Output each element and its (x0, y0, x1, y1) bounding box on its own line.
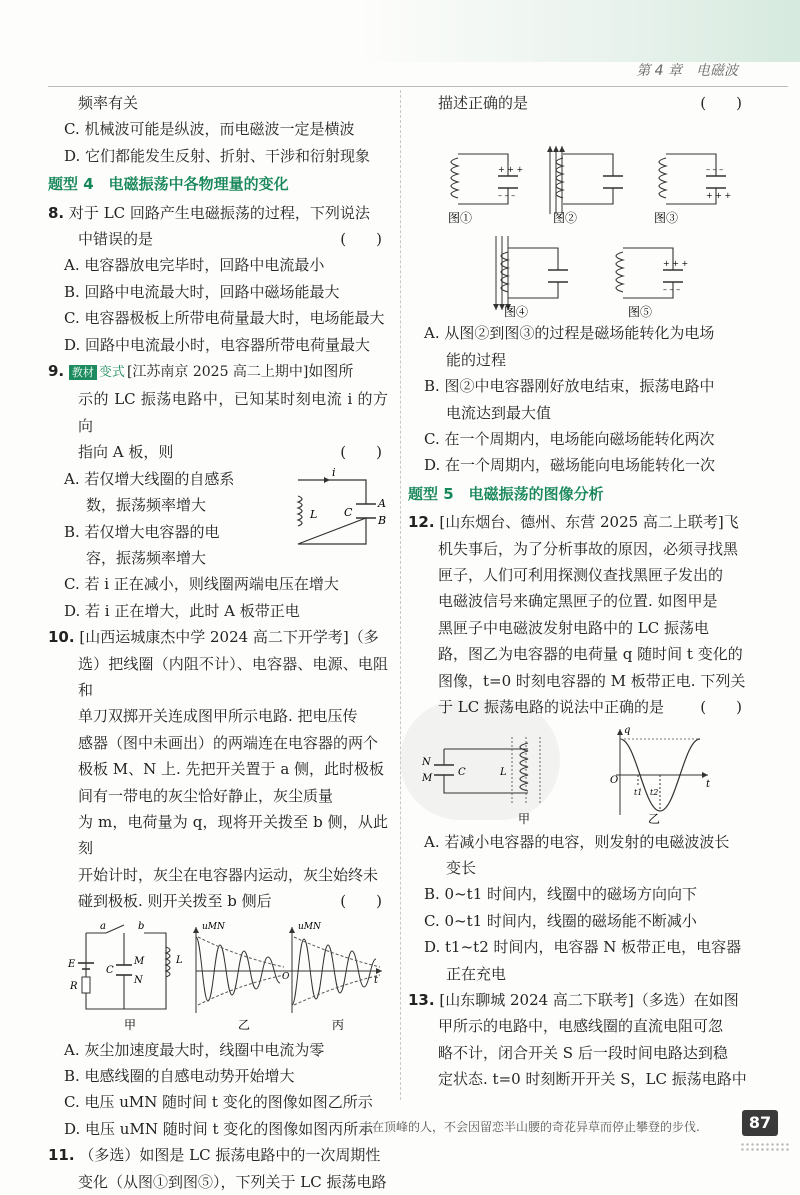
q11-fig-2 (547, 146, 623, 225)
q8-answer-paren: ( ) (340, 230, 382, 249)
q11-fig-1-label: 图① (448, 211, 473, 226)
svg-text:+ + +: + + + (663, 259, 689, 269)
q12-fig-label-q: q (624, 724, 631, 736)
q12-caption-jia: 甲 (518, 811, 531, 826)
header-band (0, 0, 800, 62)
q11-fig-5-label: 图⑤ (628, 305, 653, 319)
q11-fig-1 (448, 154, 523, 225)
q11-line-1: （多选）如图是 LC 振荡电路中的一次周期性 (79, 1146, 381, 1165)
q10-stem (48, 624, 388, 650)
q12-line-3: 匣子，人们可利用探测仪查找黑匣子发出的 (438, 566, 724, 585)
q12-fig-label-l: L (500, 766, 507, 778)
q11-option-b-1: B. 图②中电容器刚好放电结束，振荡电路中 (424, 377, 715, 396)
q8-stem-line1: 对于 LC 回路产生电磁振荡的过程，下列说法 (68, 203, 370, 222)
q9-source: [江苏南京 2025 高二上期中] (126, 364, 309, 381)
q11-figures (408, 118, 748, 318)
q11-stem (48, 1142, 388, 1168)
q10-fig-label-e: E (68, 958, 76, 970)
svg-text:– – –: – – – (706, 165, 724, 175)
q10-line-5: 极板 M、N 上. 先把开关置于 a 侧，此时极板 (78, 760, 385, 779)
q12-fig-label-t1: t1 (634, 787, 643, 797)
q11-number: 11. (48, 1146, 75, 1165)
q7-cont-line: 频率有关 (78, 94, 139, 112)
q9-fig-label-c: C (344, 505, 353, 519)
q12-last-line: 于 LC 振荡电路的说法中正确的是 (438, 698, 664, 717)
textbook-tag: 教材 (69, 365, 97, 380)
q9-fig-label-b: B (378, 513, 387, 527)
q10-figures (48, 917, 388, 1035)
q12-option-d-1: D. t1~t2 时间内，电容器 N 板带正电，电容器 (424, 938, 742, 957)
q12-option-d-2: 正在充电 (446, 964, 507, 983)
q10-line-6: 间有一带电的灰尘恰好静止，灰尘质量 (78, 786, 334, 805)
q10-fig-jia (67, 921, 183, 1032)
q10-line-3: 单刀双掷开关连成图甲所示电路. 把电压传 (78, 707, 358, 726)
q12-fig-jia (421, 737, 540, 826)
q10-caption-bing: 丙 (332, 1017, 345, 1032)
q10-caption-yi: 乙 (238, 1017, 251, 1032)
q10-line-1: [山西运城康杰中学 2024 高二下开学考]（多 (79, 628, 379, 647)
right-column (408, 90, 748, 1093)
q12-option-a-2: 变长 (446, 858, 477, 877)
q13-line-3: 略不计，闭合开关 S 后一段时间电路达到稳 (438, 1043, 728, 1062)
q9-stem-line3-row (48, 439, 388, 465)
q10-last-line: 碰到极板. 则开关拨至 b 侧后 (78, 892, 272, 911)
q9-circuit-figure (270, 466, 388, 558)
q8-option-d: D. 回路中电流最小时，电容器所带电荷量最大 (64, 335, 371, 354)
q10-fig-yi (193, 922, 288, 1032)
q9-number: 9. (48, 362, 65, 381)
q12-fig-label-n: N (422, 756, 431, 768)
q8-stem-line2: 中错误的是 (78, 230, 154, 249)
q12-option-b: B. 0~t1 时间内，线圈中的磁场方向向下 (424, 885, 698, 904)
q11-fig-2-label: 图② (553, 211, 578, 226)
q10-fig-label-m: M (134, 955, 145, 967)
q12-fig-label-t: t (706, 778, 711, 790)
q8-option-a: A. 电容器放电完毕时，回路中电流最小 (64, 256, 325, 275)
q12-fig-label-o: O (610, 774, 619, 786)
q11-answer-paren: ( ) (700, 94, 742, 112)
q9-option-a-1: A. 若仅增大线圈的自感系 (64, 469, 235, 488)
section-heading-type5: 题型 5 电磁振荡的图像分析 (408, 484, 604, 503)
q10-last-row (48, 888, 388, 914)
svg-text:– – –: – – – (663, 285, 681, 295)
q10-fig-label-c: C (106, 964, 114, 976)
q10-option-d: D. 电压 uMN 随时间 t 变化的图像如图丙所示 (64, 1119, 374, 1138)
q8-option-b: B. 回路中电流最大时，回路中磁场能最大 (64, 282, 340, 301)
q10-yi-axis-label: uMN (202, 921, 225, 932)
q9-fig-label-a: A (378, 496, 386, 510)
q11-option-d: D. 在一个周期内，磁场能向电场能转化一次 (424, 456, 716, 475)
q12-line-6: 路，图乙为电容器的电荷量 q 随时间 t 变化的 (438, 645, 743, 664)
q10-option-c: C. 电压 uMN 随时间 t 变化的图像如图乙所示 (64, 1093, 373, 1112)
q11-fig-3 (654, 154, 731, 225)
q7-option-c: C. 机械波可能是纵波，而电磁波一定是横波 (64, 120, 355, 139)
q9-answer-paren: ( ) (340, 443, 382, 462)
q10-t-axis-label: t (374, 974, 379, 986)
q8-stem (48, 200, 388, 226)
q9-stem-line1: 如图所 (308, 362, 354, 381)
q9-stem-line2: 示的 LC 振荡电路中，已知某时刻电流 i 的方向 (78, 390, 388, 435)
q10-origin-label: O (282, 971, 290, 982)
q10-bing-axis-label: uMN (298, 921, 321, 932)
q11-cont-line: 描述正确的是 (438, 94, 529, 112)
footer-motto: 志在顶峰的人，不会因留恋半山腰的奇花异草而停止攀登的步伐. (360, 1120, 700, 1134)
q11-option-a-2: 能的过程 (446, 350, 507, 369)
q11-option-b-2: 电流达到最大值 (446, 403, 552, 422)
q9-option-d: D. 若 i 正在增大，此时 A 板带正电 (64, 601, 300, 620)
q10-fig-label-r: R (70, 980, 78, 992)
q12-stem (408, 509, 748, 535)
q12-line-7: 图像，t=0 时刻电容器的 M 板带正电. 下列关 (438, 671, 746, 690)
q12-figures (408, 723, 748, 827)
q10-answer-paren: ( ) (340, 892, 382, 911)
q8-stem-line2-row (48, 226, 388, 252)
svg-text:+ + +: + + + (706, 191, 732, 201)
q12-fig-label-c: C (458, 766, 466, 778)
q9-option-b-2: 容，振荡频率增大 (86, 548, 207, 567)
q11-line-2: 变化（从图①到图⑤），下列关于 LC 振荡电路 (78, 1172, 387, 1191)
q12-line-4: 电磁波信号来确定黑匣子的位置. 如图甲是 (438, 592, 718, 611)
q12-option-c: C. 0~t1 时间内，线圈的磁场能不断减小 (424, 911, 697, 930)
q11-fig-5 (616, 248, 688, 318)
q10-fig-label-n: N (134, 974, 143, 986)
q10-option-a: A. 灰尘加速度最大时，线圈中电流为零 (64, 1040, 325, 1059)
q10-line-4: 感器（图中未画出）的两端连在电容器的两个 (78, 733, 379, 752)
q11-fig-3-label: 图③ (654, 211, 679, 226)
q10-line-7: 为 m，电荷量为 q，现将开关拨至 b 侧，从此刻 (78, 812, 388, 858)
q7-option-d: D. 它们都能发生反射、折射、干涉和衍射现象 (64, 146, 371, 165)
q12-line-2: 机失事后，为了分析事故的原因，必须寻找黑 (438, 539, 739, 558)
q12-line-1: [山东烟台、德州、东营 2025 高二上联考]飞 (439, 513, 739, 532)
q10-caption-jia: 甲 (124, 1017, 137, 1032)
q11-fig-4 (493, 236, 568, 318)
q12-fig-yi (610, 725, 711, 826)
q8-option-c: C. 电容器极板上所带电荷量最大时，电场能最大 (64, 309, 385, 328)
q12-option-a-1: A. 若减小电容器的电容，则发射的电磁波波长 (424, 832, 730, 851)
chapter-title: 第 4 章 电磁波 (636, 63, 738, 79)
column-divider (400, 90, 401, 1100)
q11-option-a-1: A. 从图②到图③的过程是磁场能转化为电场 (424, 324, 715, 343)
q9-stem-line3: 指向 A 板，则 (78, 443, 174, 462)
q12-line-5: 黑匣子中电磁波发射电路中的 LC 振荡电 (438, 618, 709, 637)
q10-line-8: 开始计时，灰尘在电容器内运动，灰尘始终未 (78, 865, 379, 884)
q10-number: 10. (48, 628, 75, 647)
q11-option-c: C. 在一个周期内，电场能向磁场能转化两次 (424, 430, 715, 449)
q13-line-1: [山东聊城 2024 高二下联考]（多选）在如图 (439, 990, 739, 1009)
q12-caption-yi: 乙 (648, 811, 661, 826)
q9-option-b-1: B. 若仅增大电容器的电 (64, 522, 220, 541)
q9-option-c: C. 若 i 正在减小，则线圈两端电压在增大 (64, 575, 339, 594)
q12-last-row (408, 694, 748, 720)
header-rule (48, 86, 788, 87)
decorative-dots (740, 1142, 790, 1152)
variant-tag: 变式 (98, 365, 125, 381)
q9-fig-label-i: i (332, 465, 336, 479)
q11-fig-4-label: 图④ (504, 305, 529, 319)
section-heading-type4: 题型 4 电磁振荡中各物理量的变化 (48, 175, 289, 194)
q13-line-4: 定状态. t=0 时刻断开开关 S，LC 振荡电路中 (438, 1070, 747, 1089)
q10-option-b: B. 电感线圈的自感电动势开始增大 (64, 1067, 295, 1085)
q13-number: 13. (408, 990, 435, 1009)
q9-option-a-2: 数，振荡频率增大 (86, 496, 207, 515)
svg-text:+ + +: + + + (498, 165, 524, 175)
q10-fig-label-a: a (100, 920, 106, 932)
q13-stem (408, 987, 748, 1013)
q10-fig-bing (282, 922, 382, 1032)
q10-line-2: 选）把线圈（内阻不计）、电容器、电源、电阻和 (78, 654, 388, 699)
q9-stem (48, 358, 388, 386)
q10-fig-label-b: b (138, 920, 145, 932)
q13-line-2: 甲所示的电路中，电感线圈的直流电阻可忽 (438, 1017, 724, 1036)
left-column (48, 90, 388, 1195)
q10-fig-label-l: L (176, 954, 183, 966)
svg-text:– – –: – – – (498, 191, 516, 201)
q12-fig-label-m: M (422, 772, 433, 784)
q9-fig-label-l: L (310, 507, 318, 521)
q12-answer-paren: ( ) (700, 698, 742, 717)
page-number: 87 (742, 1110, 778, 1136)
q12-number: 12. (408, 513, 435, 532)
q12-fig-label-t2: t2 (650, 787, 659, 797)
q11-cont-row (408, 90, 748, 116)
q8-number: 8. (48, 203, 65, 222)
